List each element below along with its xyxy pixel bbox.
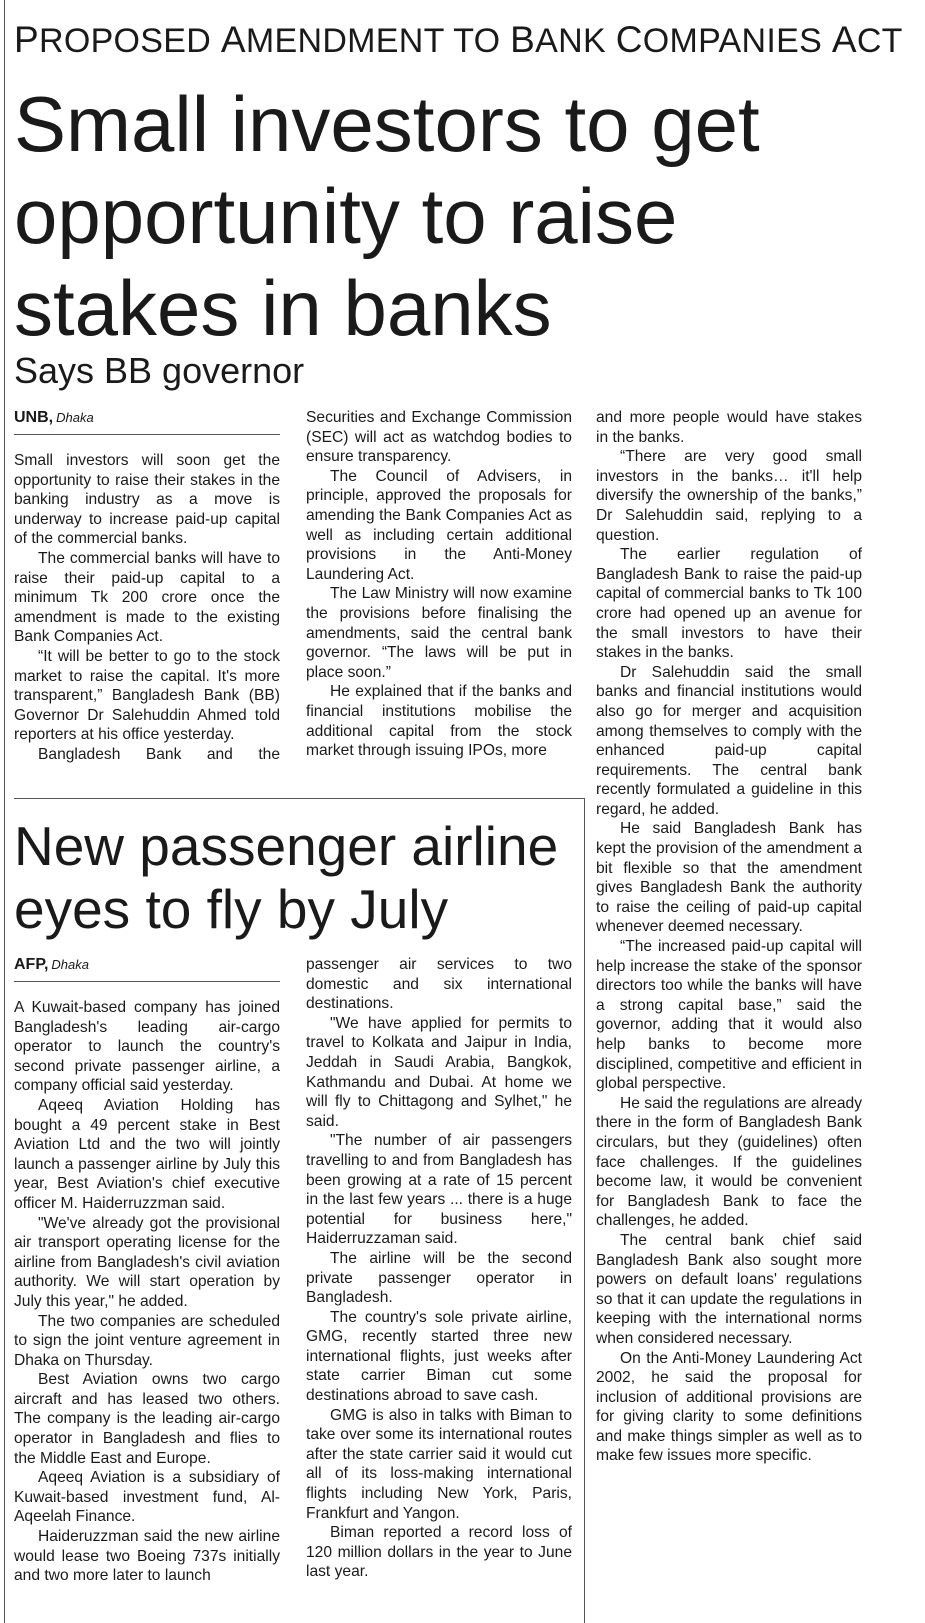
paragraph: "The number of air passengers travelling to and from Bangladesh has been growing at a rate of 15 percent in the last few years ... there is a huge potential for business here," Haiderruzzaman said. bbox=[306, 1132, 572, 1248]
paragraph: He said Bangladesh Bank has kept the provision of the amendment a bit flexible so that the amendment gives Bangladesh Bank the authority to raise the ceiling of paid-up capital whenever deemed necessary. bbox=[596, 820, 862, 936]
paragraph: "We've already got the provisional air transport operating license for the airline from Bangladesh's civil aviation authority. We will start operation by July this year," he added. bbox=[14, 1214, 280, 1310]
story2-column-1 bbox=[14, 955, 280, 1586]
story1-byline-city: Dhaka bbox=[56, 410, 94, 425]
story1-column-2 bbox=[306, 408, 572, 761]
story2-byline-city: Dhaka bbox=[51, 957, 89, 972]
paragraph: GMG is also in talks with Biman to take over some its international routes after the state carrier said it would cut all of its loss-making international flights including New York, Paris, Frankfurt and Yangon. bbox=[306, 1406, 572, 1522]
paragraph: “The increased paid-up capital will help increase the stake of the sponsor directors too while the banks will have a strong capital base,” said the governor, adding that it would also help banks to become more disciplined, competitive and efficient in global perspective. bbox=[596, 938, 862, 1093]
paragraph: The earlier regulation of Bangladesh Bank to raise the paid-up capital of commercial banks to Tk 100 crore had opened up an avenue for the small investors to have their stakes in the banks. bbox=[596, 546, 862, 662]
paragraph: He said the regulations are already there in the form of Bangladesh Bank circulars, but they (guidelines) often face challenges. If the guidelines become law, it would be convenient for Bangladesh Bank to face the challenges, he added. bbox=[596, 1094, 862, 1230]
story2-top-rule bbox=[14, 798, 584, 799]
paragraph: The country's sole private airline, GMG, recently started three new international flights, just weeks after state carrier Biman cut some destinations abroad to save cash. bbox=[306, 1308, 572, 1405]
story1-column-1 bbox=[14, 408, 280, 765]
paragraph: A Kuwait-based company has joined Bangladesh's leading air-cargo operator to launch the country's second private passenger airline, a company official said yesterday. bbox=[14, 999, 280, 1095]
paragraph: The commercial banks will have to raise their paid-up capital to a minimum Tk 200 crore once the amendment is made to the existing Bank Companies Act. bbox=[14, 549, 280, 646]
paragraph: On the Anti-Money Laundering Act 2002, he said the proposal for inclusion of additional provisions are for giving clarity to some definitions and make things simpler as well as to make few issues more specific. bbox=[596, 1349, 862, 1465]
paragraph: “There are very good small investors in the banks… it'll help diversify the ownership of the banks,” Dr Salehuddin said, replying to a question. bbox=[596, 448, 862, 544]
paragraph: The Law Ministry will now examine the provisions before finalising the amendments, said the central bank governor. “The laws will be put in place soon.” bbox=[306, 585, 572, 681]
paragraph: The central bank chief said Bangladesh Bank also sought more powers on default loans' regulations so that it can update the regulations in keeping with the international norms when considered necessary. bbox=[596, 1231, 862, 1347]
paragraph: Bangladesh Bank and the bbox=[38, 745, 280, 763]
story1-headline: Small investors to get opportunity to raise stakes in banks bbox=[14, 80, 760, 352]
paragraph: Aqeeq Aviation Holding has bought a 49 percent stake in Best Aviation Ltd and the two will jointly launch a passenger airline by July this year, Best Aviation's chief executive officer M. Haiderruzzman said. bbox=[14, 1096, 280, 1212]
story1-kicker: PROPOSED AMENDMENT TO BANK COMPANIES ACT bbox=[14, 19, 903, 60]
story2-byline-agency: AFP, bbox=[14, 956, 49, 973]
paragraph: Aqeeq Aviation is a subsidiary of Kuwait-based investment fund, Al-Aqeelah Finance. bbox=[14, 1469, 280, 1526]
paragraph: "We have applied for permits to travel to Kolkata and Jaipur in India, Jeddah in Saudi Arabia, Bangkok, Kathmandu and Dubai. At home we will fly to Chittagong and Sylhet," he said. bbox=[306, 1014, 572, 1130]
story2-column-2 bbox=[306, 955, 572, 1582]
paragraph: The airline will be the second private passenger operator in Bangladesh. bbox=[306, 1249, 572, 1307]
paragraph: passenger air services to two domestic and six international destinations. bbox=[306, 956, 572, 1013]
paragraph: Securities and Exchange Commission (SEC) will act as watchdog bodies to ensure transparency. bbox=[306, 409, 572, 466]
story1-byline-agency: UNB, bbox=[14, 409, 54, 426]
story2-headline: New passenger airline eyes to fly by July bbox=[14, 815, 559, 940]
paragraph: Small investors will soon get the opportunity to raise their stakes in the banking industry as a move is underway to increase paid-up capital of the commercial banks. bbox=[14, 452, 280, 548]
paragraph: The Council of Advisers, in principle, approved the proposals for amending the Bank Companies Act as well as including certain additional provisions in the Anti-Money Laundering Act. bbox=[306, 467, 572, 583]
paragraph: Haideruzzman said the new airline would lease two Boeing 737s initially and two more later to launch bbox=[14, 1528, 280, 1585]
paragraph: “It will be better to go to the stock market to raise the capital. It's more transparent,” Bangladesh Bank (BB) Governor Dr Salehuddin Ahmed told reporters at his office yesterday. bbox=[14, 647, 280, 744]
paragraph: Best Aviation owns two cargo aircraft and has leased two others. The company is the leading air-cargo operator in Bangladesh and flies to the Middle East and Europe. bbox=[14, 1371, 280, 1467]
paragraph: and more people would have stakes in the banks. bbox=[596, 409, 862, 446]
paragraph: Dr Salehuddin said the small banks and financial institutions would also go for merger and acquisition among themselves to comply with the enhanced paid-up capital requirements. The central bank recently formulated a guideline in this regard, he added. bbox=[596, 663, 862, 818]
paragraph: Biman reported a record loss of 120 million dollars in the year to June last year. bbox=[306, 1524, 572, 1581]
paragraph: The two companies are scheduled to sign the joint venture agreement in Dhaka on Thursday. bbox=[14, 1312, 280, 1369]
story1-column-3 bbox=[596, 408, 862, 1466]
story1-byline bbox=[14, 408, 280, 435]
story1-subhead: Says BB governor bbox=[14, 350, 305, 391]
story2-byline bbox=[14, 955, 280, 982]
paragraph: He explained that if the banks and financial institutions mobilise the additional capital from the stock market through issuing IPOs, more bbox=[306, 683, 572, 760]
page-left-rule bbox=[4, 0, 5, 1623]
